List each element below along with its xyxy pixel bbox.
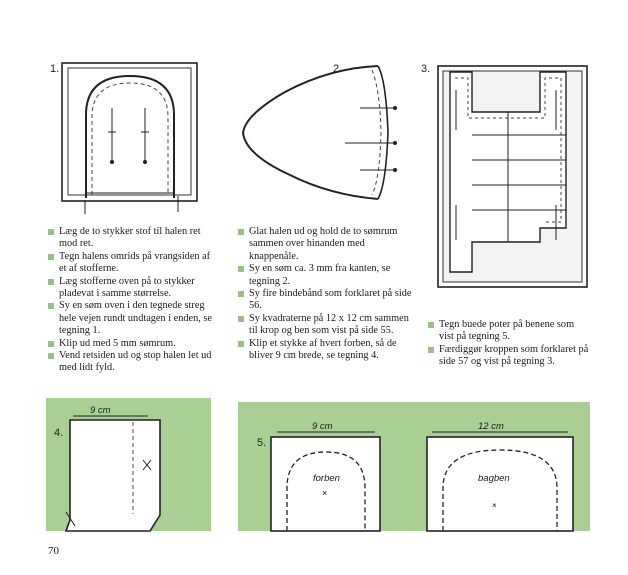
figure-3-label: 3. (421, 63, 431, 75)
step-item: Sy en søm ca. 3 mm fra kanten, se tegning 2. (238, 263, 416, 288)
svg-text:×: × (322, 488, 328, 498)
label-forben: forben (313, 473, 340, 484)
step-item: Sy fire bindebånd som forklaret på side 56. (238, 288, 416, 313)
figure-2-label: 2. (333, 63, 343, 75)
step-item: Vend retsiden ud og stop halen let ud med lidt fyld. (48, 350, 218, 375)
page-number: 70 (48, 545, 59, 557)
measure-4: 9 cm (90, 405, 111, 416)
step-item: Færdiggør kroppen som forklaret på side 57 og vist på tegning 3. (428, 344, 590, 369)
step-item: Læg de to stykker stof til halen ret mod ret. (48, 226, 218, 251)
step-item: Klip ud med 5 mm sømrum. (48, 338, 218, 350)
measure-5b: 12 cm (478, 421, 504, 432)
label-bagben: bagben (478, 473, 510, 484)
step-item: Sy en søm oven i den tegnede streg hele vejen rundt undtagen i enden, se tegning 1. (48, 300, 218, 337)
svg-text:×: × (492, 501, 497, 510)
step-item: Læg stofferne oven på to stykker pladevat i samme størrelse. (48, 276, 218, 301)
step-item: Tegn halens omrids på vrangsiden af et af stofferne. (48, 251, 218, 276)
figure-4-label: 4. (54, 427, 64, 439)
step-item: Glat halen ud og hold de to sømrum sammen over hinanden med knappenåle. (238, 226, 416, 263)
step-item: Sy kvadraterne på 12 x 12 cm sammen til krop og ben som vist på side 55. (238, 313, 416, 338)
figure-1-label: 1. (50, 63, 60, 75)
figure-5-label: 5. (257, 437, 267, 449)
step-item: Klip et stykke af hvert forben, så de bliver 9 cm brede, se tegning 4. (238, 338, 416, 363)
measure-5a: 9 cm (312, 421, 333, 432)
step-item: Tegn buede poter på benene som vist på tegning 5. (428, 319, 590, 344)
